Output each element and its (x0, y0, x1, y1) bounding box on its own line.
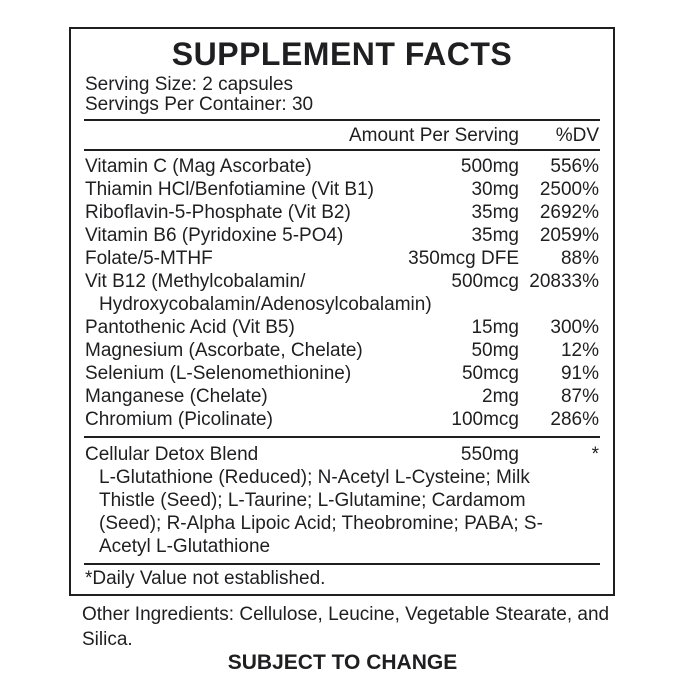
nutrient-amount: 500mg (460, 156, 519, 177)
nutrient-dv: 2692% (539, 202, 599, 223)
table-row (85, 362, 599, 385)
divider (84, 563, 600, 565)
nutrient-name: Vit B12 (Methylcobalamin/ (85, 271, 306, 292)
nutrient-amount: 50mcg (461, 363, 519, 384)
nutrient-name: Selenium (L-Selenomethionine) (85, 363, 352, 384)
nutrient-amount: 2mg (482, 386, 519, 407)
nutrient-name: Vitamin C (Mag Ascorbate) (85, 156, 312, 177)
nutrient-amount: 100mcg (451, 409, 519, 430)
nutrient-dv: 91% (560, 363, 599, 384)
nutrient-name: Thiamin HCl/Benfotiamine (Vit B1) (85, 179, 374, 200)
nutrient-dv: 556% (550, 156, 599, 177)
nutrient-dv: 300% (550, 317, 599, 338)
nutrient-dv: 87% (560, 386, 599, 407)
nutrient-amount: 35mg (471, 225, 519, 246)
nutrient-name: Riboflavin-5-Phosphate (Vit B2) (85, 202, 351, 223)
table-row (85, 270, 599, 293)
amount-column-header: Amount Per Serving (348, 125, 519, 146)
nutrient-dv: 88% (560, 248, 599, 269)
servings-per-container: Servings Per Container: 30 (85, 93, 314, 115)
table-row (85, 385, 599, 408)
nutrient-amount: 30mg (471, 179, 519, 200)
nutrient-amount: 500mcg (451, 271, 519, 292)
nutrient-name: Chromium (Picolinate) (85, 409, 273, 430)
nutrient-name: Manganese (Chelate) (85, 386, 268, 407)
nutrient-amount: 35mg (471, 202, 519, 223)
blend-ingredients: L-Glutathione (Reduced); N-Acetyl L-Cysteine; Milk Thistle (Seed); L-Taurine; L-Glutamine; Cardamom (Seed); R-Alpha Lipoic Acid; Theobromine; PABA; S-Acetyl L-Glutathione (99, 467, 543, 557)
table-row (85, 443, 599, 466)
table-row (85, 316, 599, 339)
divider (84, 436, 600, 438)
nutrient-name: Pantothenic Acid (Vit B5) (85, 317, 295, 338)
nutrient-name: Folate/5-MTHF (85, 248, 213, 269)
nutrient-amount: 15mg (471, 317, 519, 338)
nutrient-table (71, 151, 613, 436)
nutrient-amount: 350mcg DFE (408, 248, 519, 269)
blend-dv: * (591, 444, 599, 465)
column-headers (85, 121, 599, 149)
table-row (85, 339, 599, 362)
blend-section (71, 443, 613, 558)
panel-title: SUPPLEMENT FACTS (171, 36, 513, 72)
nutrient-name: Magnesium (Ascorbate, Chelate) (85, 340, 363, 361)
blend-amount: 550mg (460, 444, 519, 465)
serving-size: Serving Size: 2 capsules (85, 74, 294, 95)
subject-to-change: SUBJECT TO CHANGE (227, 651, 458, 674)
daily-value-footnote: *Daily Value not established. (85, 568, 326, 589)
nutrient-dv: 2500% (539, 179, 599, 200)
nutrient-dv: 286% (550, 409, 599, 430)
table-row (85, 201, 599, 224)
nutrient-name: Vitamin B6 (Pyridoxine 5-PO4) (85, 225, 344, 246)
table-row (85, 178, 599, 201)
dv-column-header: %DV (555, 125, 599, 146)
nutrient-dv: 2059% (539, 225, 599, 246)
table-row (85, 155, 599, 178)
nutrient-name-continued: Hydroxycobalamin/Adenosylcobalamin) (99, 294, 432, 315)
table-row (85, 408, 599, 431)
nutrient-amount: 50mg (471, 340, 519, 361)
nutrient-dv: 12% (560, 340, 599, 361)
blend-name: Cellular Detox Blend (85, 444, 259, 465)
table-row (85, 247, 599, 270)
table-row (85, 224, 599, 247)
supplement-facts-panel (69, 27, 615, 596)
other-ingredients: Other Ingredients: Cellulose, Leucine, Vegetable Stearate, and Silica. (82, 604, 610, 650)
nutrient-dv: 20833% (529, 271, 599, 292)
